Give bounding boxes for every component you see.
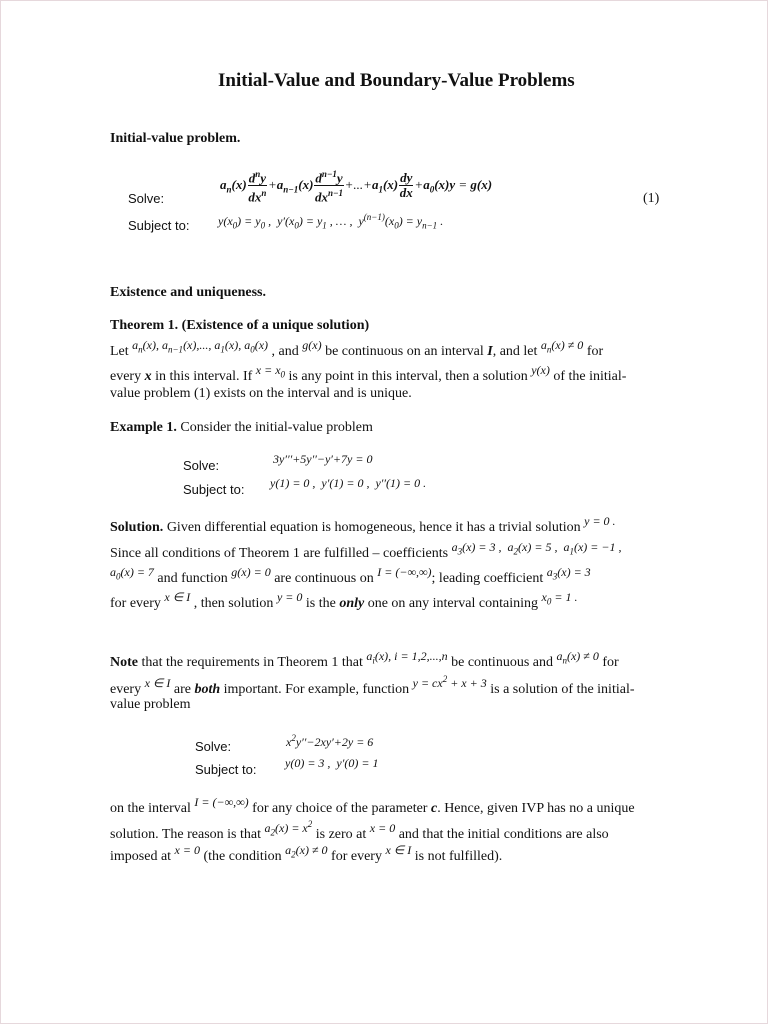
math-x-in-I: x ∈ I xyxy=(164,590,191,604)
theorem-text: , and xyxy=(271,344,299,359)
theorem-text: Let xyxy=(110,344,129,359)
ivp-solve-label: Solve: xyxy=(128,191,165,206)
theorem-line-1 xyxy=(110,338,604,360)
solution-text: Since all conditions of Theorem 1 are fulfilled – coefficients xyxy=(110,546,449,561)
solution-text: for every xyxy=(110,596,161,611)
theorem-line-3: value problem (1) exists on the interval and is unique. xyxy=(110,386,412,401)
note-text: for xyxy=(602,655,619,670)
note-text: are xyxy=(173,682,191,697)
note-line-1 xyxy=(110,649,619,671)
math-a3: $a_3(x) = 3$ xyxy=(546,565,591,582)
theorem-text: be continuous on an interval xyxy=(325,344,484,359)
math-x-eq-0: x = 0 xyxy=(174,843,200,857)
note-text: for any choice of the parameter xyxy=(252,801,428,816)
example-solve-label: Solve: xyxy=(183,458,220,473)
theorem-interval-I: I xyxy=(487,344,493,359)
note-text: every xyxy=(110,682,142,697)
existence-heading: Existence and uniqueness. xyxy=(110,285,266,300)
note-text: important. For example, function xyxy=(223,682,410,697)
example-text: Consider the initial-value problem xyxy=(180,420,373,435)
theorem-text: every xyxy=(110,369,142,384)
theorem-text: of the initial- xyxy=(553,369,627,384)
solution-line-4 xyxy=(110,590,578,612)
math-yx: y(x) xyxy=(531,363,550,377)
solution-line-3 xyxy=(110,565,591,587)
note-subject-label: Subject to: xyxy=(195,762,257,777)
note-text: is zero at xyxy=(315,827,367,842)
note-text: is not fulfilled). xyxy=(414,849,503,864)
solution-text: one on any interval containing xyxy=(367,596,539,611)
note-paragraph-line-2 xyxy=(110,819,609,843)
solution-text: ; leading coefficient xyxy=(431,571,544,586)
math-x0-eq-1: $x_0 = 1$ . xyxy=(541,590,578,607)
math-a0: $a_0(x) = 7$ xyxy=(110,565,154,582)
note-line-2 xyxy=(110,674,635,698)
math-y-eq-0: y = 0 xyxy=(276,590,303,604)
solution-line-2 xyxy=(110,540,622,562)
note-text: for every xyxy=(331,849,382,864)
solution-text: , then solution xyxy=(193,596,274,611)
ivp-heading: Initial-value problem. xyxy=(110,131,241,146)
note-text: be continuous and xyxy=(451,655,553,670)
solution-text: Given differential equation is homogeneous, hence it has a trivial solution xyxy=(166,520,581,535)
math-interval: I = (−∞,∞) xyxy=(377,565,432,579)
theorem-text: in this interval. If xyxy=(155,369,253,384)
note-text: on the interval xyxy=(110,801,191,816)
note-text: and that the initial conditions are also xyxy=(398,827,609,842)
math-x-eq-x0: $x = x_0$ xyxy=(255,363,286,380)
example-subject-label: Subject to: xyxy=(183,482,245,497)
page-title: Initial-Value and Boundary-Value Problems xyxy=(218,70,575,91)
example-label: Example 1. xyxy=(110,420,177,435)
math-a2-nonzero: $a_2(x) \ne 0$ xyxy=(285,843,328,860)
solution-label: Solution. xyxy=(110,520,164,535)
equation-number: (1) xyxy=(643,191,660,206)
math-g: g(x) xyxy=(302,338,322,352)
note-solve-label: Solve: xyxy=(195,739,232,754)
parameter-c: c xyxy=(430,801,438,816)
ivp-differential-equation: $a_n(x)$ $\frac{d^ny}{dx^n}$ $+a_{n-1}(x)$ $\frac{d^{n-1}y}{dx^{n-1}}$ $+...+a_1(x)$ $\frac{dy}{dx}$ $+a_0(x)y = g(x)$ xyxy=(220,169,493,205)
math-an-nonzero: $a_n(x) \ne 0$ xyxy=(540,338,584,355)
math-a2: $a_2(x) = x^2$ xyxy=(264,819,313,838)
note-conditions: y(0) = 3 , y′(0) = 1 xyxy=(285,756,379,770)
math-coefficients: $a_n(x)$, $a_{n-1}(x)$,..., $a_1(x)$, $a_0(x)$ xyxy=(132,338,269,355)
note-paragraph-line-1 xyxy=(110,795,635,817)
solution-line-1 xyxy=(110,514,616,536)
ivp-subject-label: Subject to: xyxy=(128,218,190,233)
note-text: (the condition xyxy=(203,849,282,864)
note-text: that the requirements in Theorem 1 that xyxy=(141,655,363,670)
theorem-text: for xyxy=(586,344,604,359)
note-text: . Hence, given IVP has no a unique xyxy=(437,801,635,816)
note-paragraph-line-3 xyxy=(110,843,503,865)
theorem-x: x xyxy=(144,369,152,384)
theorem-heading: Theorem 1. (Existence of a unique solution) xyxy=(110,318,370,333)
ivp-initial-conditions: $y(x_0) = y_0$ , $y'(x_0) = y_1$ , … , $y^{(n-1)}(x_0) = y_{n-1}$ . xyxy=(218,212,444,231)
math-y-eq-0: y = 0 . xyxy=(584,514,616,528)
note-text: solution. The reason is that xyxy=(110,827,261,842)
note-label: Note xyxy=(110,655,138,670)
math-x-eq-0: x = 0 xyxy=(369,821,396,835)
emphasis-both: both xyxy=(194,682,221,697)
solution-text: and function xyxy=(157,571,228,586)
example-equation: 3y′′′+5y′′−y′+7y = 0 xyxy=(273,452,373,466)
math-x-in-I: x ∈ I xyxy=(144,676,171,690)
solution-text: are continuous on xyxy=(274,571,374,586)
math-ai: $a_i(x)$, i = 1,2,...,n xyxy=(366,649,448,666)
example-conditions: y(1) = 0 , y′(1) = 0 , y′′(1) = 0 . xyxy=(270,476,427,490)
theorem-text: , and let xyxy=(492,344,538,359)
theorem-text: is any point in this interval, then a solution xyxy=(288,369,528,384)
math-coefficient-values: $a_3(x) = 3$ , $a_2(x) = 5$ , $a_1(x) = -1$ , xyxy=(451,540,622,557)
note-equation: $x^2y''-2xy'+2y = 6$ xyxy=(286,733,374,749)
math-gx-zero: g(x) = 0 xyxy=(231,565,271,579)
emphasis-only: only xyxy=(339,596,365,611)
note-text: imposed at xyxy=(110,849,172,864)
note-line-3: value problem xyxy=(110,697,191,712)
math-function: $y = cx^2 + x + 3$ xyxy=(412,674,487,690)
math-interval: I = (−∞,∞) xyxy=(194,795,249,809)
note-text: is a solution of the initial- xyxy=(490,682,635,697)
math-an-nonzero: $a_n(x) \ne 0$ xyxy=(556,649,599,666)
example-1-intro xyxy=(110,420,373,436)
math-x-in-I: x ∈ I xyxy=(385,843,412,857)
theorem-line-2 xyxy=(110,363,627,385)
solution-text: is the xyxy=(305,596,336,611)
